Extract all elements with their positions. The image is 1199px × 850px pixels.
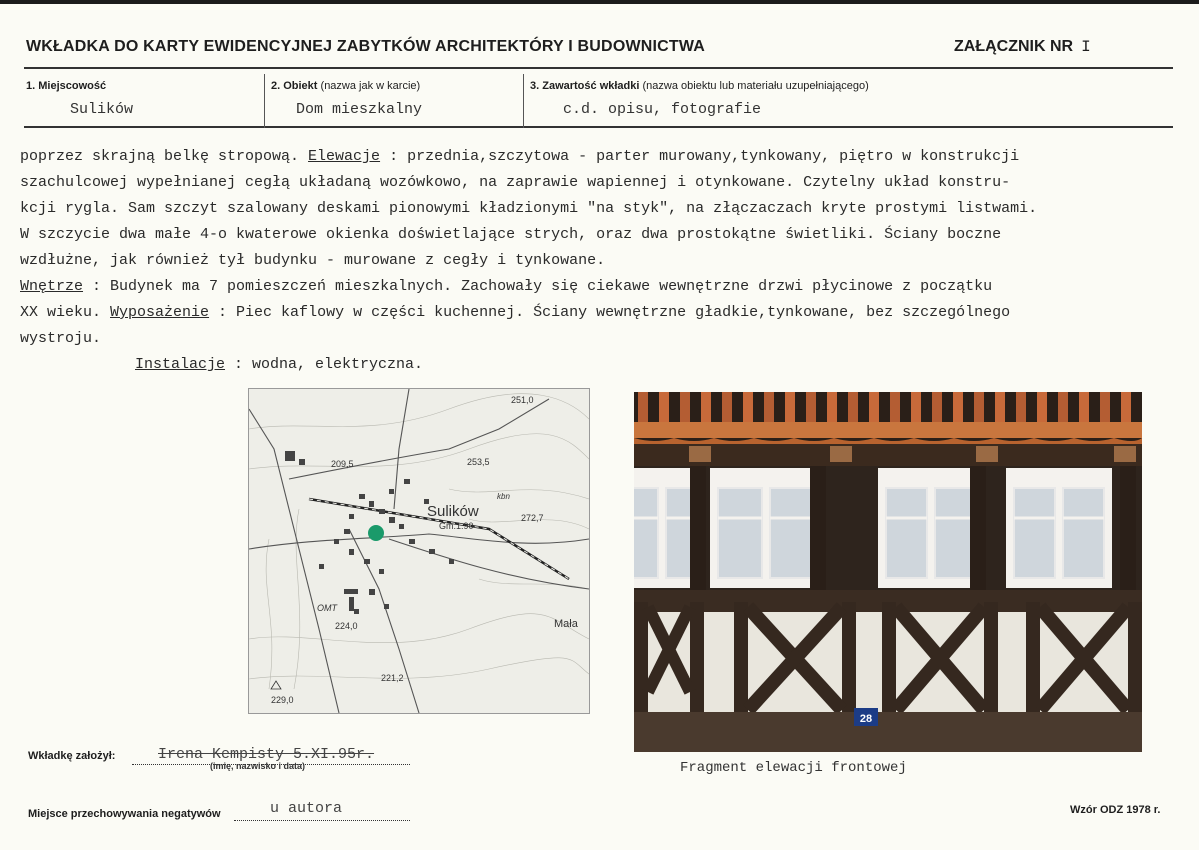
gable-board bbox=[1058, 392, 1068, 424]
description-line: poprzez skrajną belkę stropową. Elewacje : przednia,szczytowa - parter murowany,tynkowany, piętro w konstrukcji bbox=[20, 148, 1020, 165]
annex-label-text: ZAŁĄCZNIK NR bbox=[954, 38, 1074, 55]
author-label: Wkładkę założył: bbox=[28, 750, 116, 762]
map-height-label: 221,2 bbox=[381, 673, 404, 683]
gable-board bbox=[1079, 392, 1089, 424]
section-interior: Wnętrze bbox=[20, 278, 84, 295]
map-height-label: 229,0 bbox=[271, 695, 294, 705]
window-pane bbox=[935, 488, 976, 578]
gable-board bbox=[743, 392, 753, 424]
author-sublabel: (imię, nazwisko i data) bbox=[210, 761, 306, 771]
description-line: szachulcowej wypełnianej cegłą układaną wozówkowo, na zaprawie wapiennej i otynkowane. Czytelny układ konstru- bbox=[20, 174, 1011, 191]
map-height-label: 253,5 bbox=[467, 457, 490, 467]
post bbox=[634, 602, 648, 722]
post bbox=[690, 466, 706, 592]
section-installations: Instalacje bbox=[135, 356, 226, 373]
field-divider-1 bbox=[264, 74, 265, 128]
gable-board bbox=[1100, 392, 1110, 424]
gable-board bbox=[701, 392, 711, 424]
form-title: WKŁADKA DO KARTY EWIDENCYJNEJ ZABYTKÓW ARCHITEKTÓRY I BUDOWNICTWA bbox=[26, 38, 706, 55]
map-height-label: 251,0 bbox=[511, 395, 534, 405]
map-gm-label: Gm.1.90 bbox=[439, 521, 474, 531]
record-sheet bbox=[0, 4, 1199, 850]
description-line: W szczycie dwa małe 4-o kwaterowe okienka doświetlające strych, oraz dwa prostokątne świetliki. Ściany boczne bbox=[20, 226, 1002, 243]
post bbox=[970, 466, 986, 592]
description-line: Wnętrze : Budynek ma 7 pomieszczeń mieszkalnych. Zachowały się ciekawe wewnętrzne drzwi płycinowe z początku bbox=[20, 278, 993, 295]
gable-board bbox=[995, 392, 1005, 424]
window-pane bbox=[718, 488, 762, 578]
gable-board bbox=[1016, 392, 1026, 424]
form-code: Wzór ODZ 1978 r. bbox=[1070, 804, 1161, 816]
gable-board bbox=[680, 392, 690, 424]
gable-board bbox=[638, 392, 648, 424]
description-line: Instalacje : wodna, elektryczna. bbox=[135, 356, 424, 373]
description-line: wzdłużne, jak również tył budynku - murowane z cegły i tynkowane. bbox=[20, 252, 606, 269]
map-height-label: 224,0 bbox=[335, 621, 358, 631]
gable-board bbox=[1037, 392, 1047, 424]
map-height-label: 209,5 bbox=[331, 459, 354, 469]
window-pane bbox=[1063, 488, 1104, 578]
photo-caption: Fragment elewacji frontowej bbox=[680, 760, 907, 776]
map-height-label: 272,7 bbox=[521, 513, 544, 523]
map-village-label: Mała bbox=[554, 618, 578, 630]
object-location-marker bbox=[368, 525, 384, 541]
gable-board bbox=[911, 392, 921, 424]
map-town-label: Sulików bbox=[427, 503, 479, 520]
negatives-dotted-line bbox=[234, 820, 410, 821]
facade-photo-drawing bbox=[634, 392, 1142, 752]
house-number: 28 bbox=[859, 713, 873, 725]
map-kbn-label: kbn bbox=[497, 492, 510, 501]
gable-board bbox=[722, 392, 732, 424]
post bbox=[690, 602, 704, 722]
window-pane bbox=[886, 488, 927, 578]
map-omt-label: OMT bbox=[317, 603, 337, 613]
gable-board bbox=[974, 392, 984, 424]
window-pane bbox=[1014, 488, 1055, 578]
location-map bbox=[248, 388, 590, 714]
gable-board bbox=[869, 392, 879, 424]
facade-photo bbox=[634, 392, 1142, 752]
gable-board bbox=[827, 392, 837, 424]
annex-label bbox=[954, 38, 1091, 56]
contents-label: 3. Zawartość wkładki (nazwa obiektu lub materiału uzupełniającego) bbox=[530, 80, 869, 92]
gable-board bbox=[806, 392, 816, 424]
negatives-label: Miejsce przechowywania negatywów bbox=[28, 808, 221, 820]
header-rule-top bbox=[24, 67, 1173, 69]
window-pane bbox=[634, 488, 658, 578]
gable-board bbox=[953, 392, 963, 424]
contents-value: c.d. opisu, fotografie bbox=[563, 101, 762, 118]
window-pane bbox=[666, 488, 692, 578]
annex-number: I bbox=[1081, 38, 1091, 56]
location-map-drawing bbox=[249, 389, 589, 713]
header-rule-bottom bbox=[24, 126, 1173, 128]
section-elevations: Elewacje bbox=[308, 148, 381, 165]
window-pane bbox=[770, 488, 814, 578]
locality-label: 1. Miejscowość bbox=[26, 80, 107, 92]
author-value: Irena Kempisty 5.XI.95r. bbox=[158, 746, 375, 763]
description-line: XX wieku. Wyposażenie : Piec kaflowy w części kuchennej. Ściany wewnętrzne gładkie,tynkowane, bez szczególnego bbox=[20, 304, 1011, 321]
post bbox=[1120, 466, 1136, 592]
gable-board bbox=[1121, 392, 1131, 424]
gable-board bbox=[890, 392, 900, 424]
description-line: kcji rygla. Sam szczyt szalowany deskami pionowymi kładzionymi "na styk", na złączaczach kryte prostymi listwami. bbox=[20, 200, 1038, 217]
gable-board bbox=[932, 392, 942, 424]
locality-value: Sulików bbox=[70, 101, 134, 118]
gable-board bbox=[785, 392, 795, 424]
gable-board bbox=[848, 392, 858, 424]
field-divider-2 bbox=[523, 74, 524, 128]
description-line: wystroju. bbox=[20, 330, 102, 347]
object-value: Dom mieszkalny bbox=[296, 101, 423, 118]
post bbox=[810, 466, 826, 592]
negatives-value: u autora bbox=[270, 800, 343, 817]
gable-board bbox=[659, 392, 669, 424]
object-label: 2. Obiekt (nazwa jak w karcie) bbox=[271, 80, 421, 92]
section-furnishing: Wyposażenie bbox=[110, 304, 210, 321]
description-text bbox=[20, 144, 1180, 378]
gable-board bbox=[764, 392, 774, 424]
